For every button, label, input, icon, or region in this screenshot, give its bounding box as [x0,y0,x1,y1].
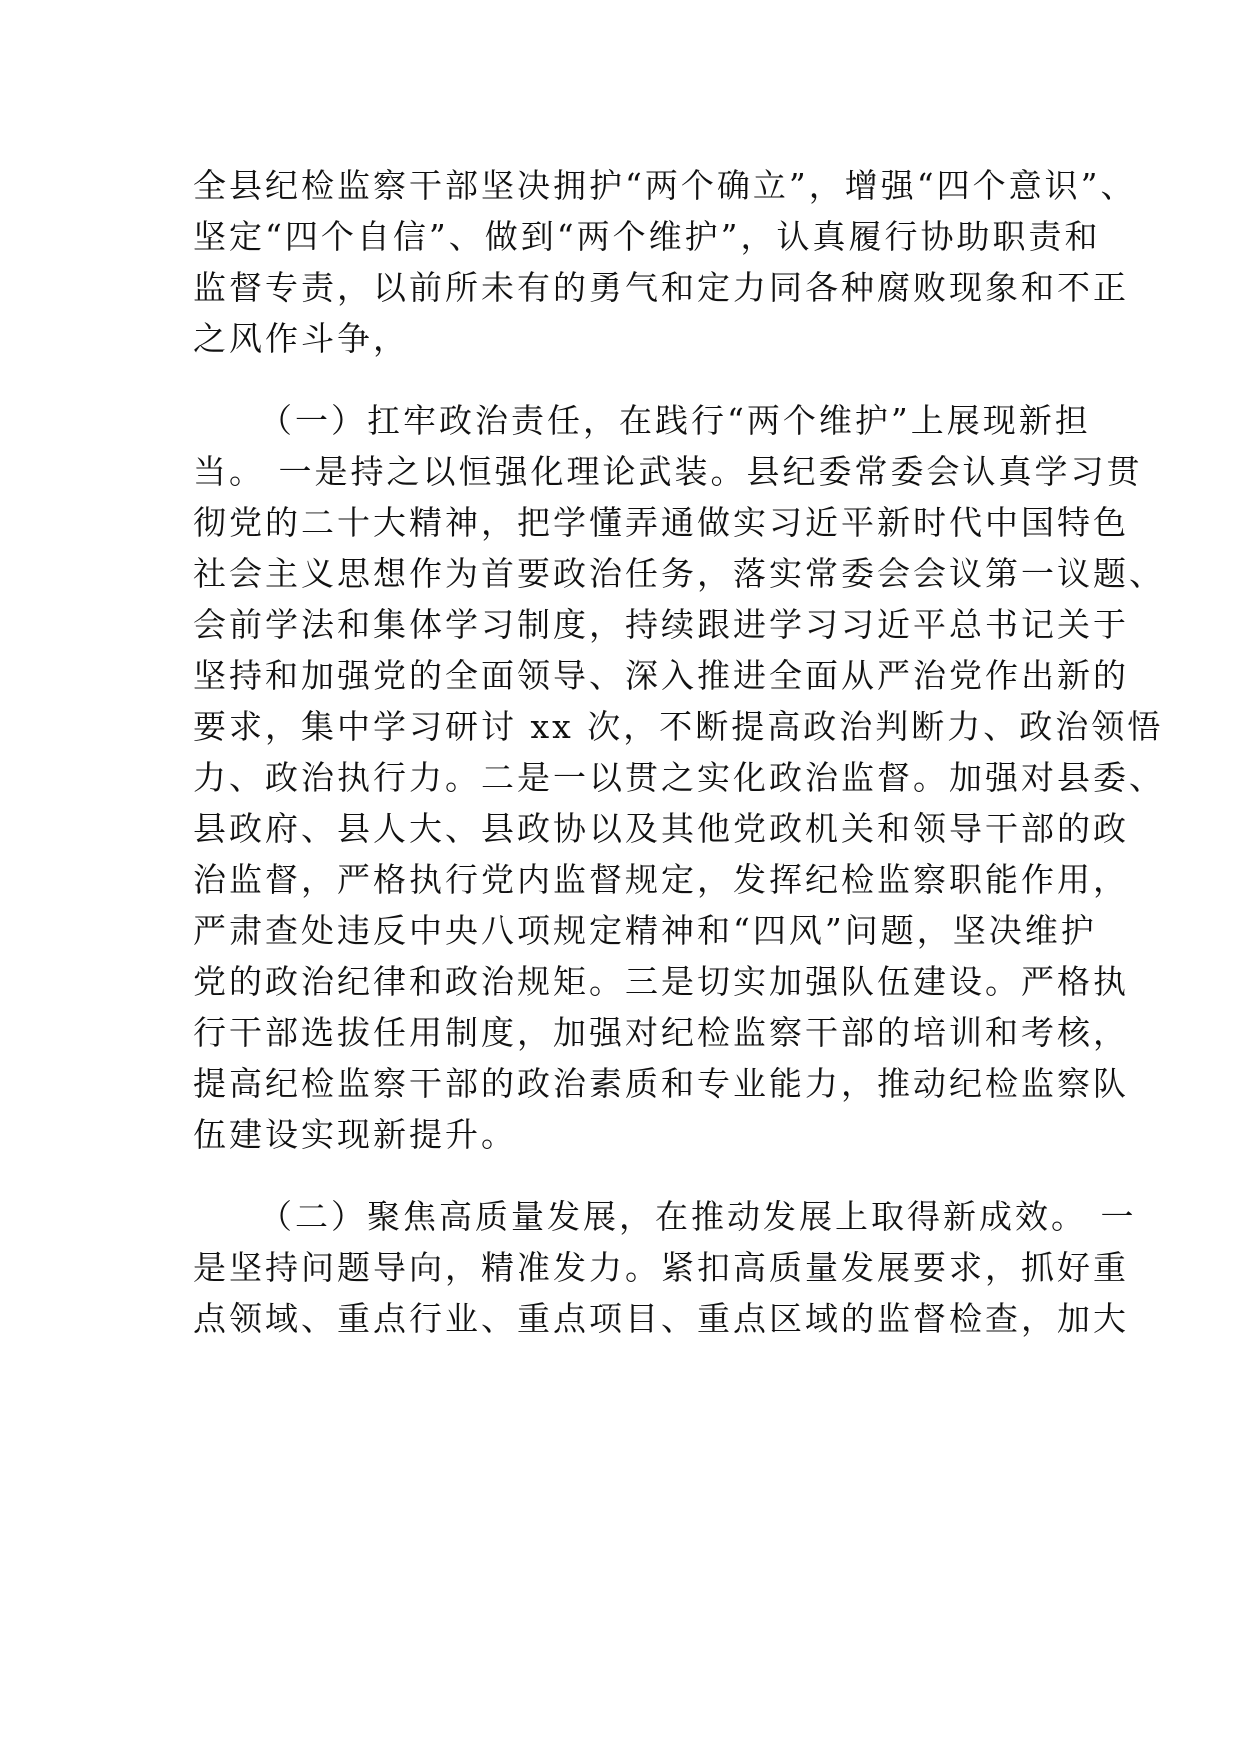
paragraph-2 [193,395,1165,1160]
text-line: 监督专责，以前所未有的勇气和定力同各种腐败现象和不正 [193,268,1129,307]
text-line: 全县纪检监察干部坚决拥护“两个确立”，增强“四个意识”、 [193,166,1137,205]
text-line: 伍建设实现新提升。 [193,1115,517,1154]
text-line: 坚定“四个自信”、做到“两个维护”，认真履行协助职责和 [193,217,1101,256]
text-line: 彻党的二十大精神，把学懂弄通做实习近平新时代中国特色 [193,503,1129,542]
text-line: 会前学法和集体学习制度，持续跟进学习习近平总书记关于 [193,605,1129,644]
paragraph-1 [193,160,1137,364]
section-heading-line: （一）扛牢政治责任，在践行“两个维护”上展现新担 [259,401,1091,440]
text-line: 社会主义思想作为首要政治任务，落实常委会会议第一议题、 [193,554,1165,593]
text-line: 行干部选拔任用制度，加强对纪检监察干部的培训和考核， [193,1013,1129,1052]
paragraph-spacer [193,1160,1073,1191]
text-line: 力、政治执行力。二是一以贯之实化政治监督。加强对县委、 [193,758,1165,797]
text-line: 坚持和加强党的全面领导、深入推进全面从严治党作出新的 [193,656,1129,695]
text-line: 之风作斗争， [193,319,409,358]
document-body [193,160,1165,1344]
section-heading-line: （二）聚焦高质量发展，在推动发展上取得新成效。 一 [259,1197,1137,1236]
text-line: 要求，集中学习研讨 xx 次，不断提高政治判断力、政治领悟 [193,707,1164,746]
text-line: 严肃查处违反中央八项规定精神和“四风”问题，坚决维护 [193,911,1097,950]
text-line: 治监督，严格执行党内监督规定，发挥纪检监察职能作用， [193,860,1129,899]
text-line: 提高纪检监察干部的政治素质和专业能力，推动纪检监察队 [193,1064,1129,1103]
paragraph-spacer [193,364,1073,395]
text-line: 县政府、县人大、县政协以及其他党政机关和领导干部的政 [193,809,1129,848]
text-line: 是坚持问题导向，精准发力。紧扣高质量发展要求，抓好重 [193,1248,1129,1287]
text-line: 当。 一是持之以恒强化理论武装。县纪委常委会认真学习贯 [193,452,1143,491]
text-line: 党的政治纪律和政治规矩。三是切实加强队伍建设。严格执 [193,962,1129,1001]
paragraph-3 [193,1191,1137,1344]
text-line: 点领域、重点行业、重点项目、重点区域的监督检查，加大 [193,1299,1129,1338]
